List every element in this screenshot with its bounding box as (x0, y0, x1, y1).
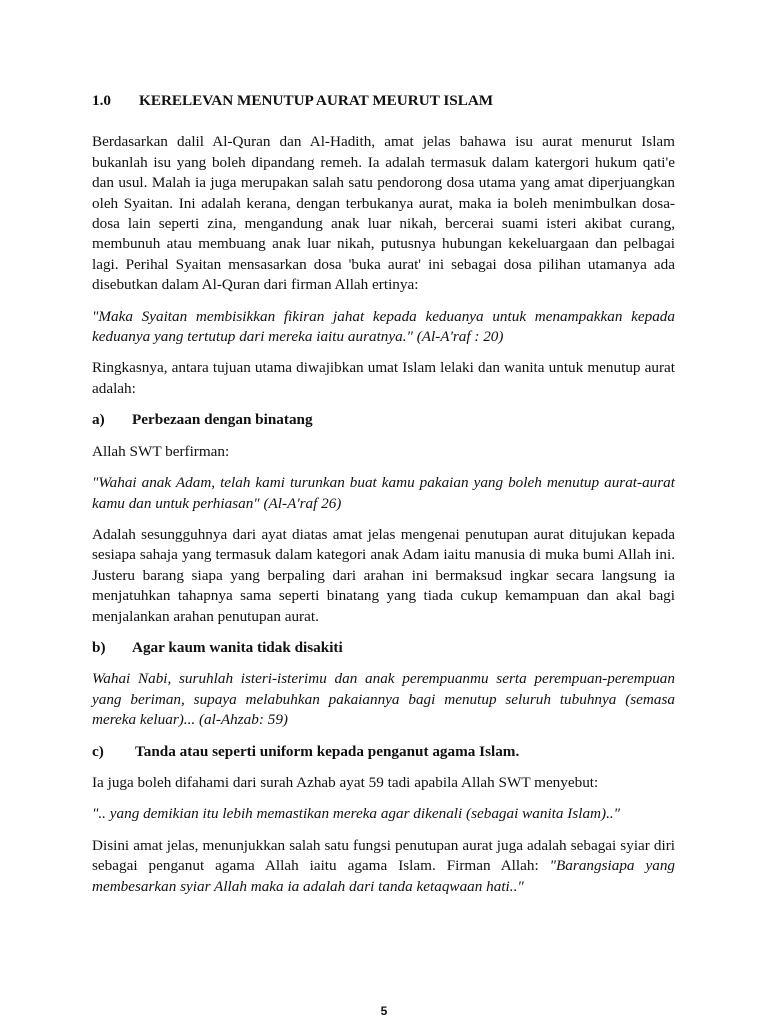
point-c-quote: ".. yang demikian itu lebih memastikan mereka agar dikenali (sebagai wanita Islam).." (92, 805, 621, 823)
point-a-label: a) (92, 411, 105, 429)
point-b-label: b) (92, 638, 106, 656)
point-b-title: Agar kaum wanita tidak disakiti (132, 638, 343, 656)
point-a-quote: "Wahai anak Adam, telah kami turunkan buat kamu pakaian yang boleh menutup aurat-aurat kamu dan untuk perhiasan" (Al-A'raf 26) (92, 474, 675, 512)
point-a-title: Perbezaan dengan binatang (132, 411, 313, 429)
point-c-body-text: Disini amat jelas, menunjukkan salah satu fungsi penutupan aurat juga adalah sebagai syiar diri sebagai penganut agama Allah iaitu agama Islam. Firman Allah: (92, 836, 675, 875)
point-a-heading (92, 410, 675, 430)
section-number: 1.0 (92, 92, 111, 109)
point-b-quote: Wahai Nabi, suruhlah isteri-isterimu dan anak perempuanmu serta perempuan-perempuan yang beriman, supaya melabuhkan pakaiannya bagi menutup seluruh tubuhnya (semasa mereka keluar)... (al-Ahzab: 59) (92, 670, 675, 729)
point-a-body: Adalah sesungguhnya dari ayat diatas amat jelas mengenai penutupan aurat ditujukan kepada sesiapa sahaja yang termasuk dalam kategori anak Adam iaitu manusia di muka bumi Allah ini. Justeru barang siapa yang berpaling dari arahan ini bermaksud ingkar secara langsung ia menjatuhkan tahapnya sama seperti binatang yang tiada cukup kemampuan dan akal bagi menjalankan arahan penutupan aurat. (92, 525, 675, 625)
point-b-heading (92, 638, 675, 658)
point-c-body-quote: "Barangsiapa yang membesarkan syiar Allah maka ia adalah dari tanda ketaqwaan hati.." (92, 857, 676, 895)
page-number: 5 (380, 1004, 388, 1018)
point-c-body (92, 836, 675, 897)
point-a-lead: Allah SWT berfirman: (92, 442, 230, 460)
document-page (92, 91, 675, 908)
point-c-lead: Ia juga boleh difahami dari surah Azhab ayat 59 tadi apabila Allah SWT menyebut: (92, 773, 599, 791)
intro-paragraph: Berdasarkan dalil Al-Quran dan Al-Hadith, amat jelas bahawa isu aurat menurut Islam bukanlah isu yang boleh dipandang remeh. Ia adalah termasuk dalam katergori hukum qati'e dan usul. Malah ia juga merupakan salah satu pendorong dosa utama yang amat diperjuangkan oleh Syaitan. Ini adalah kerana, dengan terbukanya aurat, maka ia boleh menimbulkan dosa-dosa lain seperti zina, mengandung anak luar nikah, bercerai suami isteri akibat curang, membunuh atau membuang anak luar nikah, putusnya hubungan kekeluargaan dan pelbagai lagi. Perihal Syaitan mensasarkan dosa 'buka aurat' ini sebagai dosa pilihan utamanya ada disebutkan dalam Al-Quran dari firman Allah ertinya: (92, 133, 675, 294)
section-heading (92, 91, 675, 111)
point-c-title: Tanda atau seperti uniform kepada penganut agama Islam. (135, 742, 520, 760)
summary-paragraph: Ringkasnya, antara tujuan utama diwajibkan umat Islam lelaki dan wanita untuk menutup aurat adalah: (92, 359, 675, 397)
point-c-heading (92, 742, 675, 762)
quote-al-araf-20: "Maka Syaitan membisikkan fikiran jahat kepada keduanya untuk menampakkan kepada keduanya yang tertutup dari mereka iaitu auratnya." (Al-A'raf : 20) (92, 307, 675, 346)
section-title: KERELEVAN MENUTUP AURAT MEURUT ISLAM (139, 92, 494, 109)
point-c-label: c) (92, 742, 104, 760)
